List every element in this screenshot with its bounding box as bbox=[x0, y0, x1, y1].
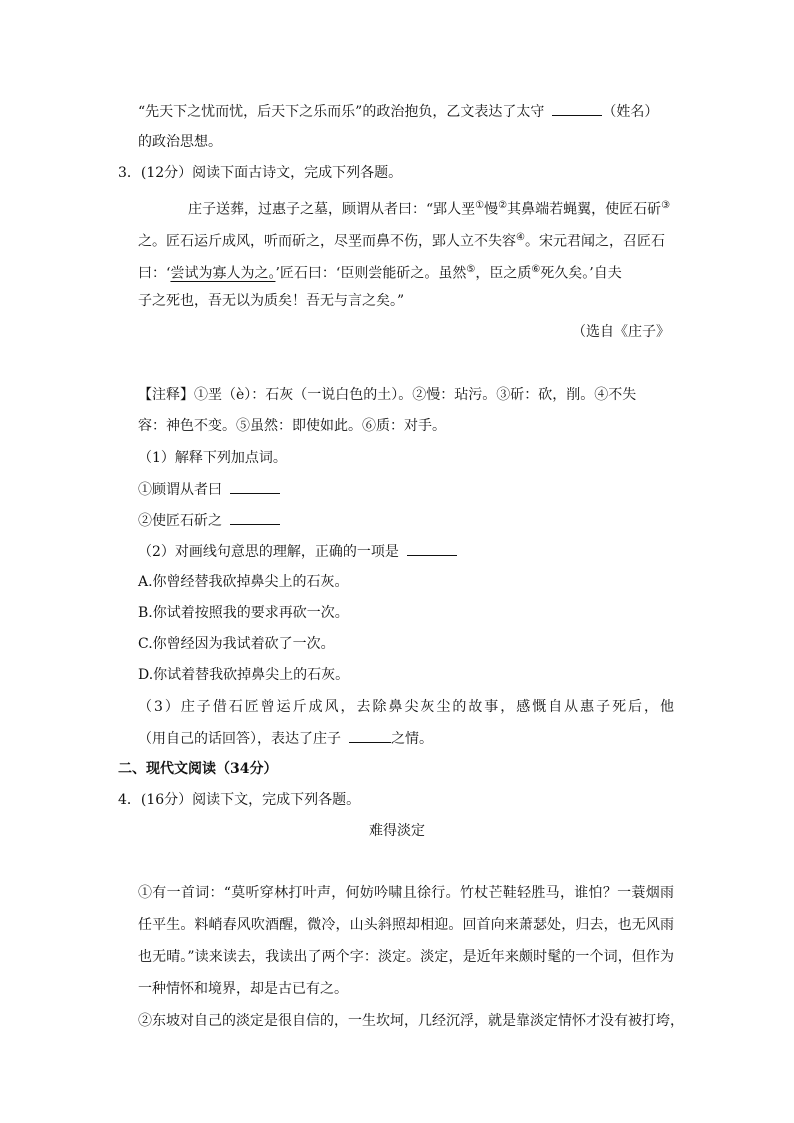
footnote-marker: ③ bbox=[661, 200, 671, 211]
subquestion-text: ②使匠石斫之 bbox=[138, 513, 222, 529]
article-paragraph-1-line-4: 一种情怀和境界，却是古已有之。 bbox=[138, 981, 348, 997]
footnote-marker: ④ bbox=[516, 232, 525, 243]
article-paragraph-1-line-3: 也无晴。”读来读去，我读出了两个字：淡定。淡定，是近年来颇时髦的一个词，但作为 bbox=[138, 949, 674, 965]
annotation-line-1: 【注释】①垩（è）：石灰（一说白色的土）。②慢：玷污。③斫：砍，削。④不失 bbox=[138, 387, 637, 403]
answer-blank[interactable] bbox=[230, 479, 280, 494]
subquestion-1b bbox=[138, 510, 280, 531]
footnote-marker: ⑤ bbox=[466, 264, 476, 275]
passage-line-1 bbox=[188, 196, 670, 220]
subquestion-2 bbox=[138, 541, 457, 562]
passage-line-2 bbox=[138, 228, 665, 252]
subquestion-text: 之情。 bbox=[391, 731, 433, 747]
question-3-heading: 3．(12分）阅读下面古诗文，完成下列各题。 bbox=[118, 165, 403, 181]
subquestion-3-line-1: （3）庄子借石匠曾运斤成风，去除鼻尖灰尘的故事，感慨自从惠子死后，他 bbox=[138, 699, 674, 715]
subquestion-1: （1）解释下列加点词。 bbox=[138, 450, 287, 466]
intro-line-1 bbox=[138, 101, 658, 122]
answer-blank[interactable] bbox=[349, 728, 391, 743]
footnote-marker: ② bbox=[498, 200, 508, 211]
subquestion-text: （用自己的话回答），表达了庄子 bbox=[138, 731, 341, 747]
option-a: A.你曾经替我砍掉鼻尖上的石灰。 bbox=[138, 574, 349, 590]
underlined-sentence: 尝试为寡人为之。 bbox=[170, 265, 276, 282]
passage-source: （选自《庄子》 bbox=[572, 324, 670, 340]
footnote-marker: ① bbox=[475, 200, 485, 211]
option-b: B.你试着按照我的要求再砍一次。 bbox=[138, 605, 349, 621]
answer-blank[interactable] bbox=[552, 101, 602, 116]
passage-text: 慢 bbox=[484, 201, 499, 218]
annotation-line-2: 容：神色不变。⑤虽然：即使如此。⑥质：对手。 bbox=[138, 418, 446, 434]
subquestion-1a bbox=[138, 479, 280, 500]
passage-text: ，臣之质 bbox=[475, 265, 532, 282]
passage-line-4: 子之死也，吾无以为质矣！吾无与言之矣。” bbox=[138, 293, 405, 309]
subquestion-text: ①顾谓从者曰 bbox=[138, 482, 222, 498]
footnote-marker: ⑥ bbox=[531, 264, 541, 275]
passage-text: 其鼻端若蝇翼，使匠石斫 bbox=[507, 201, 662, 218]
passage-text: 曰：‘ bbox=[138, 265, 171, 282]
passage-text: 。宋元君闻之，召匠石 bbox=[524, 233, 665, 250]
passage-line-3 bbox=[138, 260, 622, 284]
answer-blank[interactable] bbox=[407, 541, 457, 556]
option-c: C.你曾经因为我试着砍了一次。 bbox=[138, 636, 335, 652]
subquestion-text: （2）对画线句意思的理解，正确的一项是 bbox=[138, 544, 399, 560]
article-paragraph-1-line-1: ①有一首词：“莫听穿林打叶声，何妨吟啸且徐行。竹杖芒鞋轻胜马，谁怕？一蓑烟雨 bbox=[138, 885, 674, 901]
article-paragraph-2-line-1: ②东坡对自己的淡定是很自信的，一生坎坷，几经沉浮，就是靠淡定情怀才没有被打垮， bbox=[138, 1013, 684, 1029]
intro-text: “先天下之忧而忧，后天下之乐而乐”的政治抱负，乙文表达了太守 bbox=[138, 104, 545, 120]
subquestion-3-line-2 bbox=[138, 728, 433, 749]
article-paragraph-1-line-2: 任平生。料峭春风吹酒醒，微冷，山头斜照却相迎。回首向来萧瑟处，归去，也无风雨 bbox=[138, 917, 674, 933]
passage-text: ’匠石曰：‘臣则尝能斫之。虽然 bbox=[275, 265, 467, 282]
intro-text-tail: （姓名） bbox=[602, 104, 659, 120]
passage-text: 之。匠石运斤成风，听而斫之，尽垩而鼻不伤，郢人立不失容 bbox=[138, 233, 516, 250]
question-4-heading: 4．(16分）阅读下文，完成下列各题。 bbox=[118, 792, 361, 808]
passage-text: 死久矣。’自夫 bbox=[540, 265, 622, 282]
section-heading: 二、现代文阅读（34分） bbox=[118, 761, 278, 777]
passage-text: 庄子送葬，过惠子之墓，顾谓从者曰：“郢人垩 bbox=[188, 201, 476, 218]
answer-blank[interactable] bbox=[230, 510, 280, 525]
intro-line-2: 的政治思想。 bbox=[138, 134, 222, 150]
article-title: 难得淡定 bbox=[369, 823, 425, 839]
option-d: D.你试着替我砍掉鼻尖上的石灰。 bbox=[138, 667, 350, 683]
